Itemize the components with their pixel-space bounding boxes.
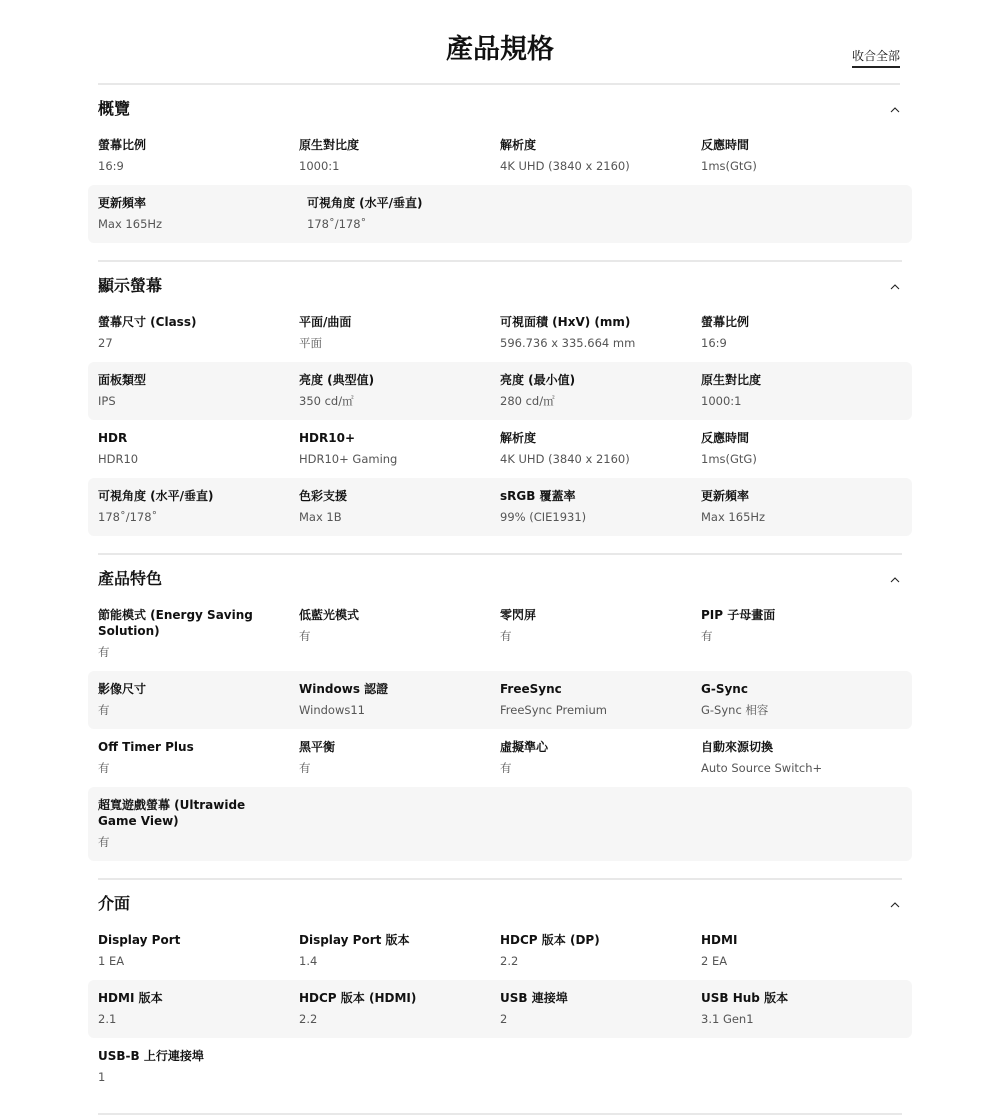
spec-value: 1000:1	[299, 159, 340, 173]
spec-row	[88, 671, 912, 729]
spec-value: Max 165Hz	[98, 217, 163, 231]
spec-value: HDR10+ Gaming	[299, 452, 398, 466]
spec-item	[500, 988, 701, 1029]
spec-label: 原生對比度	[701, 373, 762, 387]
section-title: 概覽	[98, 99, 131, 118]
spec-item	[98, 795, 258, 852]
spec-item	[701, 428, 902, 469]
spec-item	[701, 312, 902, 353]
spec-item	[500, 605, 701, 662]
spec-value: 1000:1	[701, 394, 742, 408]
spec-row	[88, 127, 912, 185]
spec-label: USB Hub 版本	[701, 991, 789, 1005]
spec-label: FreeSync	[500, 682, 562, 696]
spec-item	[701, 679, 902, 720]
spec-value: Max 165Hz	[701, 510, 766, 524]
spec-label: USB 連接埠	[500, 991, 568, 1005]
spec-value: 4K UHD (3840 x 2160)	[500, 159, 630, 173]
spec-row	[88, 1038, 912, 1096]
spec-row	[88, 729, 912, 787]
spec-item	[98, 370, 299, 411]
spec-item	[98, 679, 299, 720]
spec-label: 節能模式 (Energy Saving Solution)	[98, 608, 253, 638]
spec-label: 低藍光模式	[299, 608, 360, 622]
spec-item	[98, 486, 299, 527]
spec-row	[88, 304, 912, 362]
spec-value: 有	[500, 629, 512, 643]
spec-label: 影像尺寸	[98, 682, 147, 696]
spec-item	[701, 135, 902, 176]
spec-section	[98, 555, 902, 880]
spec-value: 2	[500, 1012, 508, 1026]
spec-value: FreeSync Premium	[500, 703, 607, 717]
spec-item	[701, 988, 902, 1029]
spec-label: 反應時間	[701, 431, 750, 445]
spec-value: 2.2	[500, 954, 519, 968]
chevron-up-icon[interactable]	[890, 900, 900, 910]
spec-item	[701, 370, 902, 411]
spec-value: 596.736 x 335.664 mm	[500, 336, 636, 350]
spec-value: 27	[98, 336, 113, 350]
spec-value: IPS	[98, 394, 116, 408]
spec-value: 99% (CIE1931)	[500, 510, 587, 524]
spec-row	[88, 185, 912, 243]
spec-row	[88, 980, 912, 1038]
spec-item	[299, 605, 500, 662]
spec-sections	[88, 85, 912, 1115]
spec-label: 更新頻率	[701, 489, 750, 503]
spec-value: 16:9	[701, 336, 727, 350]
spec-value: 4K UHD (3840 x 2160)	[500, 452, 630, 466]
section-title: 顯示螢幕	[98, 276, 163, 295]
spec-value: 2 EA	[701, 954, 728, 968]
spec-item	[299, 370, 500, 411]
spec-item	[98, 135, 299, 176]
spec-label: 超寬遊戲螢幕 (Ultrawide Game View)	[98, 798, 246, 828]
spec-label: 面板類型	[98, 373, 147, 387]
spec-item	[299, 428, 500, 469]
spec-label: Display Port	[98, 933, 181, 947]
spec-label: G-Sync	[701, 682, 748, 696]
spec-label: 解析度	[500, 138, 537, 152]
spec-label: 色彩支援	[299, 489, 348, 503]
spec-item	[299, 988, 500, 1029]
spec-row	[88, 478, 912, 536]
spec-item	[98, 1046, 307, 1087]
spec-section	[98, 85, 902, 262]
spec-item	[701, 930, 902, 971]
spec-value: 有	[701, 629, 713, 643]
spec-row	[88, 420, 912, 478]
section-header[interactable]	[88, 555, 912, 597]
section-title: 介面	[98, 894, 131, 913]
spec-label: 反應時間	[701, 138, 750, 152]
spec-value: 1	[98, 1070, 106, 1084]
spec-item	[500, 486, 701, 527]
spec-label: 平面/曲面	[299, 315, 352, 329]
spec-item	[701, 486, 902, 527]
spec-label: 原生對比度	[299, 138, 360, 152]
spec-value: 350 cd/㎡	[299, 394, 354, 408]
spec-item	[299, 312, 500, 353]
section-header[interactable]	[88, 85, 912, 127]
spec-item	[299, 486, 500, 527]
spec-value: 有	[98, 761, 110, 775]
spec-label: 更新頻率	[98, 196, 147, 210]
spec-label: sRGB 覆蓋率	[500, 489, 576, 503]
spec-item	[307, 193, 516, 234]
spec-value: Max 1B	[299, 510, 342, 524]
spec-value: Windows11	[299, 703, 365, 717]
spec-value: 3.1 Gen1	[701, 1012, 754, 1026]
spec-label: HDCP 版本 (DP)	[500, 933, 600, 947]
spec-item	[500, 930, 701, 971]
section-title: 產品特色	[98, 569, 163, 588]
spec-value: Auto Source Switch+	[701, 761, 823, 775]
spec-value: 有	[98, 645, 110, 659]
chevron-up-icon[interactable]	[890, 105, 900, 115]
spec-value: 1ms(GtG)	[701, 452, 757, 466]
spec-item	[500, 370, 701, 411]
spec-label: Windows 認證	[299, 682, 389, 696]
spec-section	[98, 262, 902, 555]
spec-value: 1ms(GtG)	[701, 159, 757, 173]
spec-value: 有	[299, 629, 311, 643]
spec-value: 1.4	[299, 954, 318, 968]
spec-label: 自動來源切換	[701, 740, 774, 754]
page-title: 產品規格	[446, 34, 554, 65]
spec-label: 螢幕尺寸 (Class)	[98, 315, 197, 329]
spec-item	[98, 605, 299, 662]
spec-value: HDR10	[98, 452, 139, 466]
spec-value: 有	[500, 761, 512, 775]
spec-row	[88, 922, 912, 980]
spec-item	[98, 930, 299, 971]
spec-value: 有	[299, 761, 311, 775]
spec-value: 2.2	[299, 1012, 318, 1026]
spec-label: 可視角度 (水平/垂直)	[307, 196, 423, 210]
spec-item	[701, 605, 902, 662]
spec-row	[88, 787, 912, 861]
spec-label: 黑平衡	[299, 740, 336, 754]
collapse-all-link[interactable]: 收合全部	[852, 47, 900, 68]
spec-label: 虛擬準心	[500, 740, 549, 754]
spec-row	[88, 362, 912, 420]
chevron-up-icon[interactable]	[890, 282, 900, 292]
spec-value: 178˚/178˚	[98, 510, 158, 524]
spec-label: 零閃屏	[500, 608, 537, 622]
spec-item	[500, 135, 701, 176]
spec-label: 可視角度 (水平/垂直)	[98, 489, 214, 503]
spec-row	[88, 597, 912, 671]
spec-value: 1 EA	[98, 954, 125, 968]
spec-item	[299, 737, 500, 778]
spec-label: 螢幕比例	[98, 138, 147, 152]
section-header[interactable]	[88, 880, 912, 922]
spec-item	[500, 737, 701, 778]
spec-label: HDR10+	[299, 431, 355, 445]
spec-label: Off Timer Plus	[98, 740, 194, 754]
spec-item	[98, 737, 299, 778]
spec-label: PIP 子母畫面	[701, 608, 776, 622]
spec-item	[500, 312, 701, 353]
spec-label: 螢幕比例	[701, 315, 750, 329]
spec-value: G-Sync 相容	[701, 703, 769, 717]
spec-label: HDR	[98, 431, 128, 445]
spec-value: 有	[98, 703, 110, 717]
spec-item	[500, 428, 701, 469]
spec-value: 有	[98, 835, 110, 849]
spec-item	[299, 679, 500, 720]
spec-value: 178˚/178˚	[307, 217, 367, 231]
spec-item	[500, 679, 701, 720]
spec-item	[98, 428, 299, 469]
spec-item	[98, 988, 299, 1029]
spec-item	[701, 737, 902, 778]
spec-item	[98, 312, 299, 353]
spec-section	[98, 880, 902, 1115]
spec-label: 亮度 (典型值)	[299, 373, 375, 387]
spec-label: 解析度	[500, 431, 537, 445]
spec-label: HDMI	[701, 933, 738, 947]
chevron-up-icon[interactable]	[890, 575, 900, 585]
spec-item	[98, 193, 307, 234]
spec-item	[299, 135, 500, 176]
spec-label: USB-B 上行連接埠	[98, 1049, 204, 1063]
spec-label: HDCP 版本 (HDMI)	[299, 991, 417, 1005]
spec-item	[299, 930, 500, 971]
section-header[interactable]	[88, 262, 912, 304]
spec-label: 可視面積 (HxV) (mm)	[500, 315, 631, 329]
spec-value: 2.1	[98, 1012, 117, 1026]
spec-value: 16:9	[98, 159, 124, 173]
spec-label: HDMI 版本	[98, 991, 163, 1005]
spec-value: 280 cd/㎡	[500, 394, 555, 408]
spec-label: Display Port 版本	[299, 933, 410, 947]
spec-value: 平面	[299, 336, 322, 350]
spec-label: 亮度 (最小值)	[500, 373, 576, 387]
